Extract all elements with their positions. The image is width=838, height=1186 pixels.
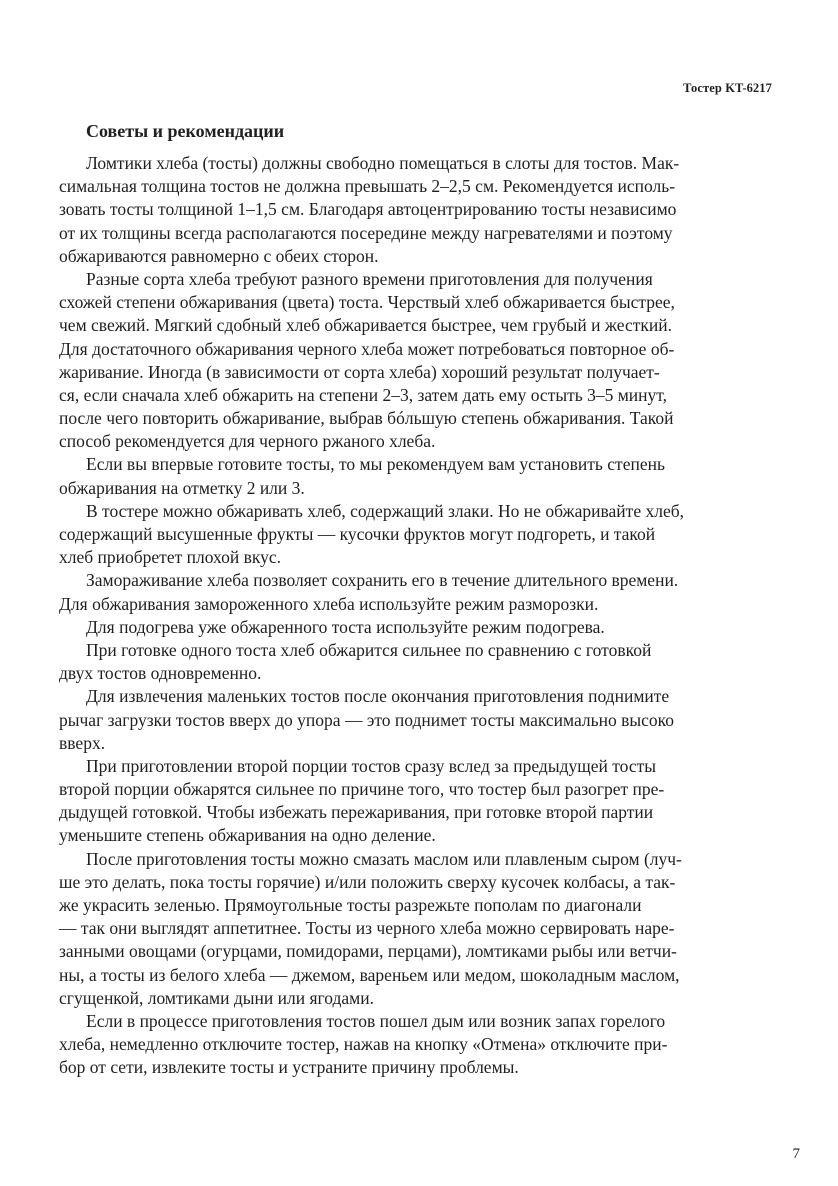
paragraph-line: сгущенкой, ломтиками дыни или ягодами. [59,987,374,1008]
paragraph-line: ся, если сначала хлеб обжарить на степени 2–3, затем дать ему остыть 3–5 минут, [59,384,667,405]
paragraph-line: симальная толщина тостов не должна превышать 2–2,5 см. Рекомендуется исполь- [59,176,676,197]
paragraph-line: жаривание. Иногда (в зависимости от сорта хлеба) хороший результат получает- [59,361,660,382]
paragraph-line: обжаривания на отметку 2 или 3. [59,477,305,498]
paragraph-line: чем свежий. Мягкий сдобный хлеб обжаривается быстрее, чем грубый и жесткий. [59,315,672,336]
paragraph-line: схожей степени обжаривания (цвета) тоста. Черствый хлеб обжаривается быстрее, [59,292,675,313]
paragraph-line: после чего повторить обжаривание, выбрав бóльшую степень обжаривания. Такой [59,408,674,429]
paragraph [59,500,777,570]
paragraph-line: Для достаточного обжаривания черного хлеба может потребоваться повторное об- [59,338,675,359]
paragraph-line: зовать тосты толщиной 1–1,5 см. Благодаря автоцентрированию тосты независимо [59,199,677,220]
paragraph [59,453,777,499]
paragraph-line: Если в процессе приготовления тостов пошел дым или возник запах горелого [86,1010,666,1031]
paragraph-list [59,152,777,1080]
paragraph-line: же украсить зеленью. Прямоугольные тосты разрежьте пополам по диагонали [59,895,642,915]
paragraph-line: Замораживание хлеба позволяет сохранить его в течение длительного времени. [86,570,679,591]
paragraph [59,569,777,615]
paragraph [59,152,777,268]
paragraph-line: рычаг загрузки тостов вверх до упора — это поднимет тосты максимально высоко [59,709,675,730]
paragraph-line: хлеб приобретет плохой вкус. [59,547,282,568]
paragraph [59,1010,777,1080]
paragraph-line: содержащий высушенные фрукты — кусочки фруктов могут подгореть, и такой [59,524,656,544]
paragraph-line: уменьшите степень обжаривания на одно деление. [59,825,436,846]
paragraph-line: ше это делать, пока тосты горячие) и/или положить сверху кусочек колбасы, а так- [59,871,676,892]
paragraph [59,268,777,454]
paragraph-line: способ рекомендуется для черного ржаного хлеба. [59,431,436,452]
paragraph [59,685,777,755]
paragraph-line: Разные сорта хлеба требуют разного времени приготовления для получения [86,268,653,289]
paragraph-line: второй порции обжарятся сильнее по причине того, что тостер был разогрет пре- [59,779,665,800]
paragraph-line: занными овощами (огурцами, помидорами, перцами), ломтиками рыбы или ветчи- [59,941,677,962]
paragraph-line: При приготовлении второй порции тостов сразу вслед за предыдущей тосты [86,755,656,776]
paragraph-line: Для извлечения маленьких тостов после окончания приготовления поднимите [86,686,670,707]
page-number: 7 [792,1146,800,1162]
paragraph-line: двух тостов одновременно. [59,663,262,684]
paragraph-line: обжариваются равномерно с обеих сторон. [59,245,379,266]
paragraph-line: Для подогрева уже обжаренного тоста используйте режим подогрева. [86,616,605,637]
paragraph-line: Ломтики хлеба (тосты) должны свободно помещаться в слоты для тостов. Мак- [86,153,680,173]
paragraph-line: от их толщины всегда располагаются посередине между нагревателями и поэтому [59,222,673,243]
paragraph-line: Если вы впервые готовите тосты, то мы рекомендуем вам установить степень [86,454,665,475]
paragraph-line: бор от сети, извлеките тосты и устраните причину проблемы. [59,1057,519,1078]
page-content [59,120,777,1080]
paragraph-line: вверх. [59,732,106,753]
paragraph [59,755,777,848]
running-header: Тостер KT-6217 [683,81,772,95]
paragraph-line: дыдущей готовкой. Чтобы избежать пережаривания, при готовке второй партии [59,802,654,823]
paragraph-line: В тостере можно обжаривать хлеб, содержащий злаки. Но не обжаривайте хлеб, [86,500,684,521]
paragraph [59,848,777,1010]
paragraph-line: При готовке одного тоста хлеб обжарится сильнее по сравнению с готовкой [86,639,652,660]
paragraph-line: После приготовления тосты можно смазать маслом или плавленым сыром (луч- [86,848,682,869]
paragraph [59,616,777,639]
paragraph-line: хлеба, немедленно отключите тостер, нажав на кнопку «Отмена» отключите при- [59,1034,668,1055]
paragraph-line: Для обжаривания замороженного хлеба используйте режим разморозки. [59,593,599,614]
paragraph [59,639,777,685]
paragraph-line: ны, а тосты из белого хлеба — джемом, вареньем или медом, шоколадным маслом, [59,964,680,985]
paragraph-line: — так они выглядят аппетитнее. Тосты из черного хлеба можно сервировать наре- [59,918,675,939]
section-title: Советы и рекомендации [86,121,285,141]
